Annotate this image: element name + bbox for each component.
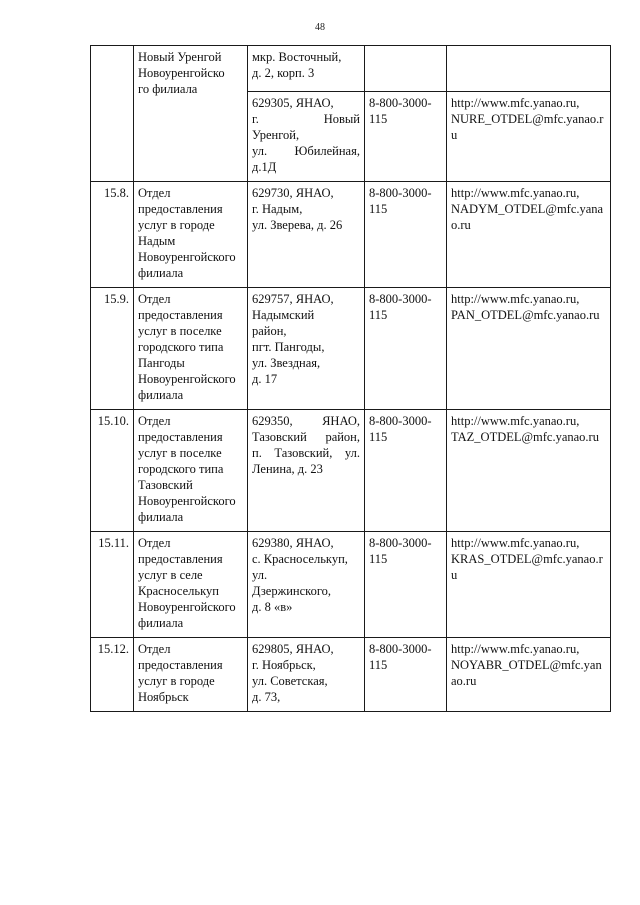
branch-name-cell: Отдел предоставления услуг в городе Ноябрьск	[134, 638, 248, 712]
branch-name-cell: Отдел предоставления услуг в поселке городского типа Пангоды Новоуренгойского филиала	[134, 288, 248, 410]
table-row	[91, 410, 611, 532]
address-cell	[248, 532, 365, 638]
address-cell	[248, 182, 365, 288]
num-cell	[91, 46, 134, 182]
table-row	[91, 182, 611, 288]
web-cell	[447, 532, 611, 638]
web-cell	[447, 288, 611, 410]
website-link[interactable]: http://www.mfc.yanao.ru,	[451, 96, 580, 110]
address-line: ул. Зверева, д. 26	[252, 218, 343, 232]
table-row	[91, 532, 611, 638]
address-line: д. 73,	[252, 690, 281, 704]
address-cell	[248, 288, 365, 410]
email-link[interactable]: NURE_OTDEL@mfc.yanao.ru	[451, 112, 604, 142]
website-link[interactable]: http://www.mfc.yanao.ru,	[451, 186, 580, 200]
address-cell	[248, 410, 365, 532]
address-line: ул. Советская,	[252, 674, 328, 688]
address-line: ул. Звездная,	[252, 356, 321, 370]
address-line: г. Ноябрьск,	[252, 658, 316, 672]
address-line: п. Тазовский, ул.	[252, 446, 360, 460]
address-cell	[248, 46, 365, 92]
address-line: район,	[252, 324, 287, 338]
website-link[interactable]: http://www.mfc.yanao.ru,	[451, 642, 580, 656]
address-line: 629805, ЯНАО,	[252, 642, 334, 656]
row-number: 15.9.	[91, 288, 134, 410]
phone-cell: 8-800-3000-115	[365, 92, 447, 182]
row-number: 15.10.	[91, 410, 134, 532]
address-line: 629730, ЯНАО,	[252, 186, 334, 200]
phone-cell: 8-800-3000-115	[365, 288, 447, 410]
address-line: г. Новый	[252, 112, 360, 126]
address-line: 629380, ЯНАО,	[252, 536, 334, 550]
branch-name-cell: Отдел предоставления услуг в поселке городского типа Тазовский Новоуренгойского филиала	[134, 410, 248, 532]
address-line: мкр. Восточный,	[252, 50, 342, 64]
row-number: 15.8.	[91, 182, 134, 288]
address-line: д.1Д	[252, 160, 277, 174]
address-line: 629757, ЯНАО,	[252, 292, 334, 306]
web-cell	[447, 92, 611, 182]
phone-cell	[365, 46, 447, 92]
branch-name-line: Новоуренгойско	[138, 66, 225, 80]
address-line: ул. Юбилейная,	[252, 144, 360, 158]
branch-name-cell: Отдел предоставления услуг в селе Красноселькуп Новоуренгойского филиала	[134, 532, 248, 638]
address-line: Ленина, д. 23	[252, 462, 323, 476]
address-line: д. 2, корп. 3	[252, 66, 315, 80]
address-line: 629305, ЯНАО,	[252, 96, 334, 110]
address-line: д. 8 «в»	[252, 600, 293, 614]
table-row	[91, 288, 611, 410]
email-link[interactable]: PAN_OTDEL@mfc.yanao.ru	[451, 308, 600, 322]
email-link[interactable]: TAZ_OTDEL@mfc.yanao.ru	[451, 430, 599, 444]
address-line: пгт. Пангоды,	[252, 340, 325, 354]
address-line: г. Надым,	[252, 202, 303, 216]
table-row-continuation-1	[91, 46, 611, 92]
phone-cell: 8-800-3000-115	[365, 410, 447, 532]
branch-name-line: го филиала	[138, 82, 198, 96]
address-cell	[248, 92, 365, 182]
website-link[interactable]: http://www.mfc.yanao.ru,	[451, 414, 580, 428]
branches-table	[90, 45, 611, 712]
address-line: Уренгой,	[252, 128, 300, 142]
email-link[interactable]: KRAS_OTDEL@mfc.yanao.ru	[451, 552, 603, 582]
branch-name-cell	[134, 46, 248, 182]
address-line: ул.	[252, 568, 268, 582]
email-link[interactable]: NADYM_OTDEL@mfc.yanao.ru	[451, 202, 604, 232]
email-link[interactable]: NOYABR_OTDEL@mfc.yanao.ru	[451, 658, 602, 688]
web-cell	[447, 182, 611, 288]
address-line: Надымский	[252, 308, 315, 322]
phone-cell: 8-800-3000-115	[365, 182, 447, 288]
web-cell	[447, 46, 611, 92]
web-cell	[447, 410, 611, 532]
address-line: 629350, ЯНАО,	[252, 414, 360, 428]
page-number: 48	[315, 22, 325, 33]
row-number: 15.12.	[91, 638, 134, 712]
address-cell	[248, 638, 365, 712]
phone-cell: 8-800-3000-115	[365, 532, 447, 638]
branch-name-cell: Отдел предоставления услуг в городе Надым Новоуренгойского филиала	[134, 182, 248, 288]
website-link[interactable]: http://www.mfc.yanao.ru,	[451, 536, 580, 550]
address-line: с. Красноселькуп,	[252, 552, 348, 566]
table-body	[91, 46, 611, 712]
row-number: 15.11.	[91, 532, 134, 638]
address-line: Тазовский район,	[252, 430, 360, 444]
address-line: д. 17	[252, 372, 278, 386]
branch-name-line: Новый Уренгой	[138, 50, 222, 64]
website-link[interactable]: http://www.mfc.yanao.ru,	[451, 292, 580, 306]
table-row	[91, 638, 611, 712]
phone-cell: 8-800-3000-115	[365, 638, 447, 712]
web-cell	[447, 638, 611, 712]
address-line: Дзержинского,	[252, 584, 332, 598]
